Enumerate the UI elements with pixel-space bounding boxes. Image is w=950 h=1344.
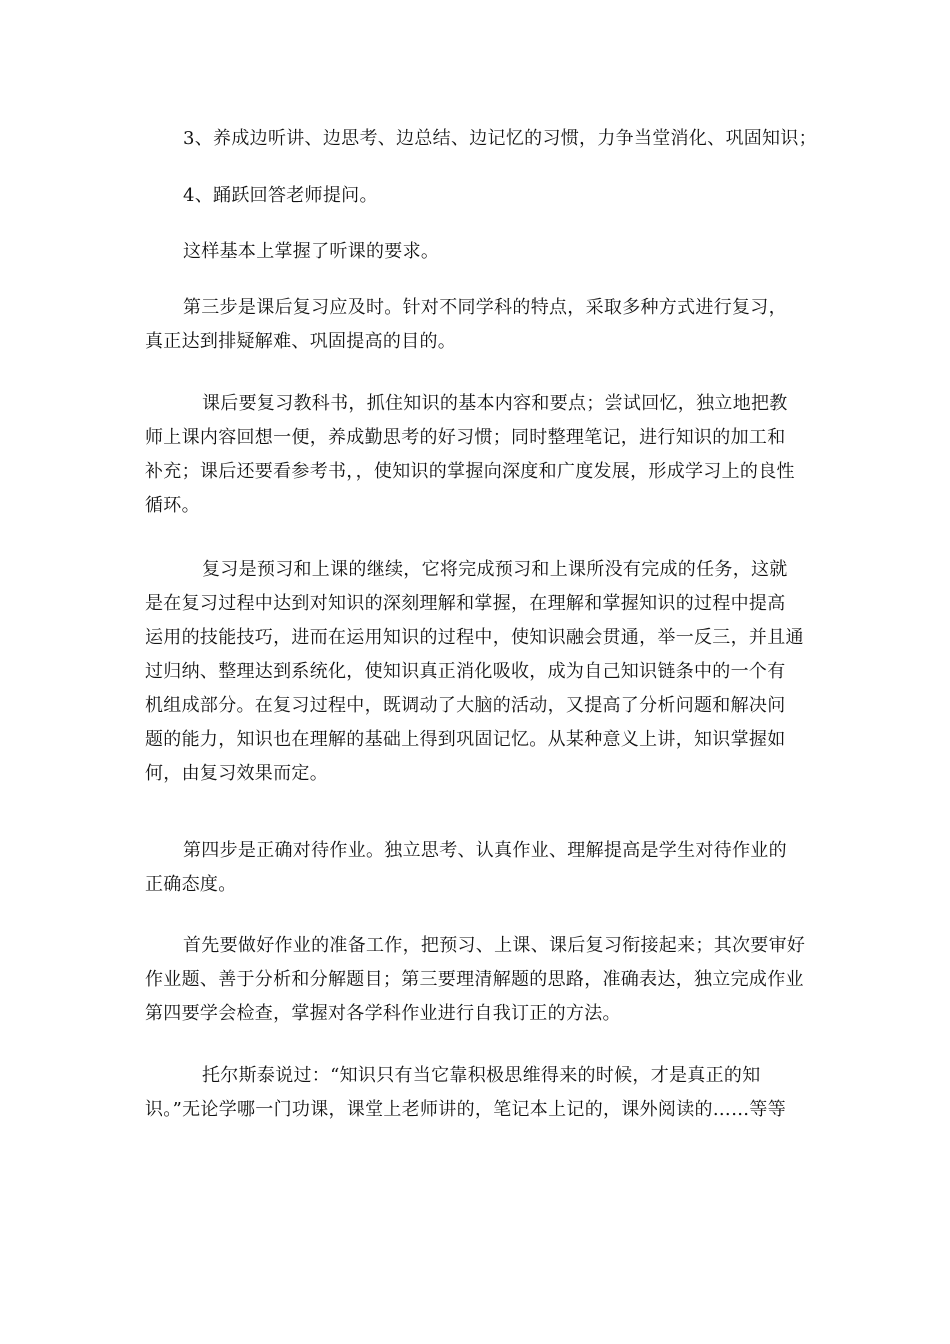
text-line: 第四步是正确对待作业。独立思考、认真作业、理解提高是学生对待作业的: [183, 840, 787, 861]
text-line: 托尔斯泰说过：“知识只有当它靠积极思维得来的时候，才是真正的知: [202, 1065, 761, 1086]
step-three-paragraph: [145, 291, 810, 359]
text-line: 机组成部分。在复习过程中，既调动了大脑的活动，又提高了分析问题和解决问: [145, 695, 786, 716]
text-line: 首先要做好作业的准备工作，把预习、上课、课后复习衔接起来；其次要审好: [183, 935, 806, 956]
text-line: 第三步是课后复习应及时。针对不同学科的特点，采取多种方式进行复习，: [183, 297, 787, 318]
list-item-3: [145, 122, 817, 156]
homework-prep-paragraph: [145, 929, 810, 1031]
text-line: 补充；课后还要看参考书，，使知识的掌握向深度和广度发展，形成学习上的良性: [145, 461, 795, 482]
text-line: 运用的技能技巧，进而在运用知识的过程中，使知识融会贯通，举一反三，并且通: [145, 627, 804, 648]
list-item-4: [145, 179, 810, 213]
text-line: 过归纳、整理达到系统化，使知识真正消化吸收，成为自己知识链条中的一个有: [145, 661, 786, 682]
review-continuation-paragraph: [145, 553, 810, 791]
text-line: 识。”无论学哪一门功课，课堂上老师讲的，笔记本上记的，课外阅读的……等等: [145, 1099, 786, 1120]
text-line: 何，由复习效果而定。: [145, 763, 328, 784]
text-line: 正确态度。: [145, 874, 237, 895]
text-line: 题的能力，知识也在理解的基础上得到巩固记忆。从某种意义上讲，知识掌握如: [145, 729, 786, 750]
text-line: 真正达到排疑解难、巩固提高的目的。: [145, 331, 457, 352]
text-line: 课后要复习教科书，抓住知识的基本内容和要点；尝试回忆，独立地把教: [202, 393, 788, 414]
text-line: 是在复习过程中达到对知识的深刻理解和掌握，在理解和掌握知识的过程中提高: [145, 593, 786, 614]
text-line: 4、踊跃回答老师提问。: [183, 185, 378, 206]
text-line: 第四要学会检查，掌握对各学科作业进行自我订正的方法。: [145, 1003, 621, 1024]
text-line: 师上课内容回想一便，养成勤思考的好习惯；同时整理笔记，进行知识的加工和: [145, 427, 786, 448]
step-four-paragraph: [145, 834, 810, 902]
text-line: 循环。: [145, 495, 200, 516]
tolstoy-quote-paragraph: [145, 1059, 810, 1127]
text-line: 复习是预习和上课的继续，它将完成预习和上课所没有完成的任务，这就: [202, 559, 788, 580]
summary-paragraph: [145, 235, 810, 269]
review-textbook-paragraph: [145, 387, 810, 523]
text-line: 这样基本上掌握了听课的要求。: [183, 241, 440, 262]
text-line: 3、养成边听讲、边思考、边总结、边记忆的习惯，力争当堂消化、巩固知识；: [183, 128, 817, 149]
text-line: 作业题、善于分析和分解题目；第三要理清解题的思路，准确表达，独立完成作业: [145, 969, 804, 990]
